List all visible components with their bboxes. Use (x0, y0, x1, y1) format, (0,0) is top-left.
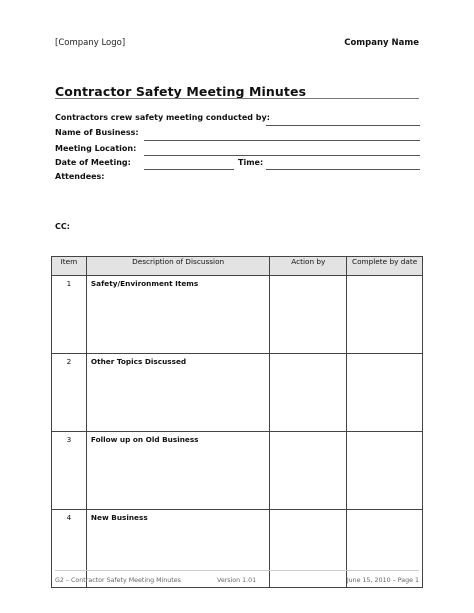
complete-by-cell[interactable] (347, 276, 423, 354)
meeting-time-label: Time: (238, 158, 264, 167)
item-number: 3 (52, 432, 87, 510)
company-logo-placeholder: [Company Logo] (55, 38, 126, 48)
attendees-label: Attendees: (55, 172, 105, 181)
meeting-location-label: Meeting Location: (55, 144, 137, 153)
complete-by-cell[interactable] (347, 510, 423, 588)
discussion-description[interactable]: New Business (86, 510, 270, 588)
footer-version: Version 1.01 (217, 577, 257, 584)
conducted-by-label: Contractors crew safety meeting conducted by: (55, 113, 270, 122)
action-by-cell[interactable] (270, 276, 347, 354)
cc-label: CC: (55, 222, 70, 231)
table-row (52, 276, 423, 354)
meeting-time-field[interactable] (266, 169, 420, 170)
footer-date-page: June 15, 2010 – Page 1 (346, 577, 419, 584)
discussion-description[interactable]: Follow up on Old Business (86, 432, 270, 510)
page-title: Contractor Safety Meeting Minutes (55, 84, 307, 99)
item-number: 2 (52, 354, 87, 432)
conducted-by-field[interactable] (266, 125, 420, 126)
company-name: Company Name (344, 38, 419, 48)
title-divider (55, 98, 419, 99)
column-header-description: Description of Discussion (86, 257, 270, 276)
meeting-date-label: Date of Meeting: (55, 158, 131, 167)
column-header-item: Item (52, 257, 87, 276)
table-row (52, 354, 423, 432)
column-header-complete-by: Complete by date (347, 257, 423, 276)
meeting-location-field[interactable] (144, 155, 420, 156)
discussion-description[interactable]: Safety/Environment Items (86, 276, 270, 354)
footer-divider (55, 570, 419, 571)
business-name-label: Name of Business: (55, 128, 139, 137)
discussion-description[interactable]: Other Topics Discussed (86, 354, 270, 432)
business-name-field[interactable] (144, 140, 420, 141)
minutes-table (51, 256, 423, 588)
table-header-row (52, 257, 423, 276)
item-number: 1 (52, 276, 87, 354)
action-by-cell[interactable] (270, 510, 347, 588)
complete-by-cell[interactable] (347, 432, 423, 510)
action-by-cell[interactable] (270, 432, 347, 510)
table-row (52, 510, 423, 588)
complete-by-cell[interactable] (347, 354, 423, 432)
action-by-cell[interactable] (270, 354, 347, 432)
table-row (52, 432, 423, 510)
meeting-date-field[interactable] (144, 169, 234, 170)
item-number: 4 (52, 510, 87, 588)
footer-document-title: G2 – Contractor Safety Meeting Minutes (55, 577, 181, 584)
column-header-action-by: Action by (270, 257, 347, 276)
